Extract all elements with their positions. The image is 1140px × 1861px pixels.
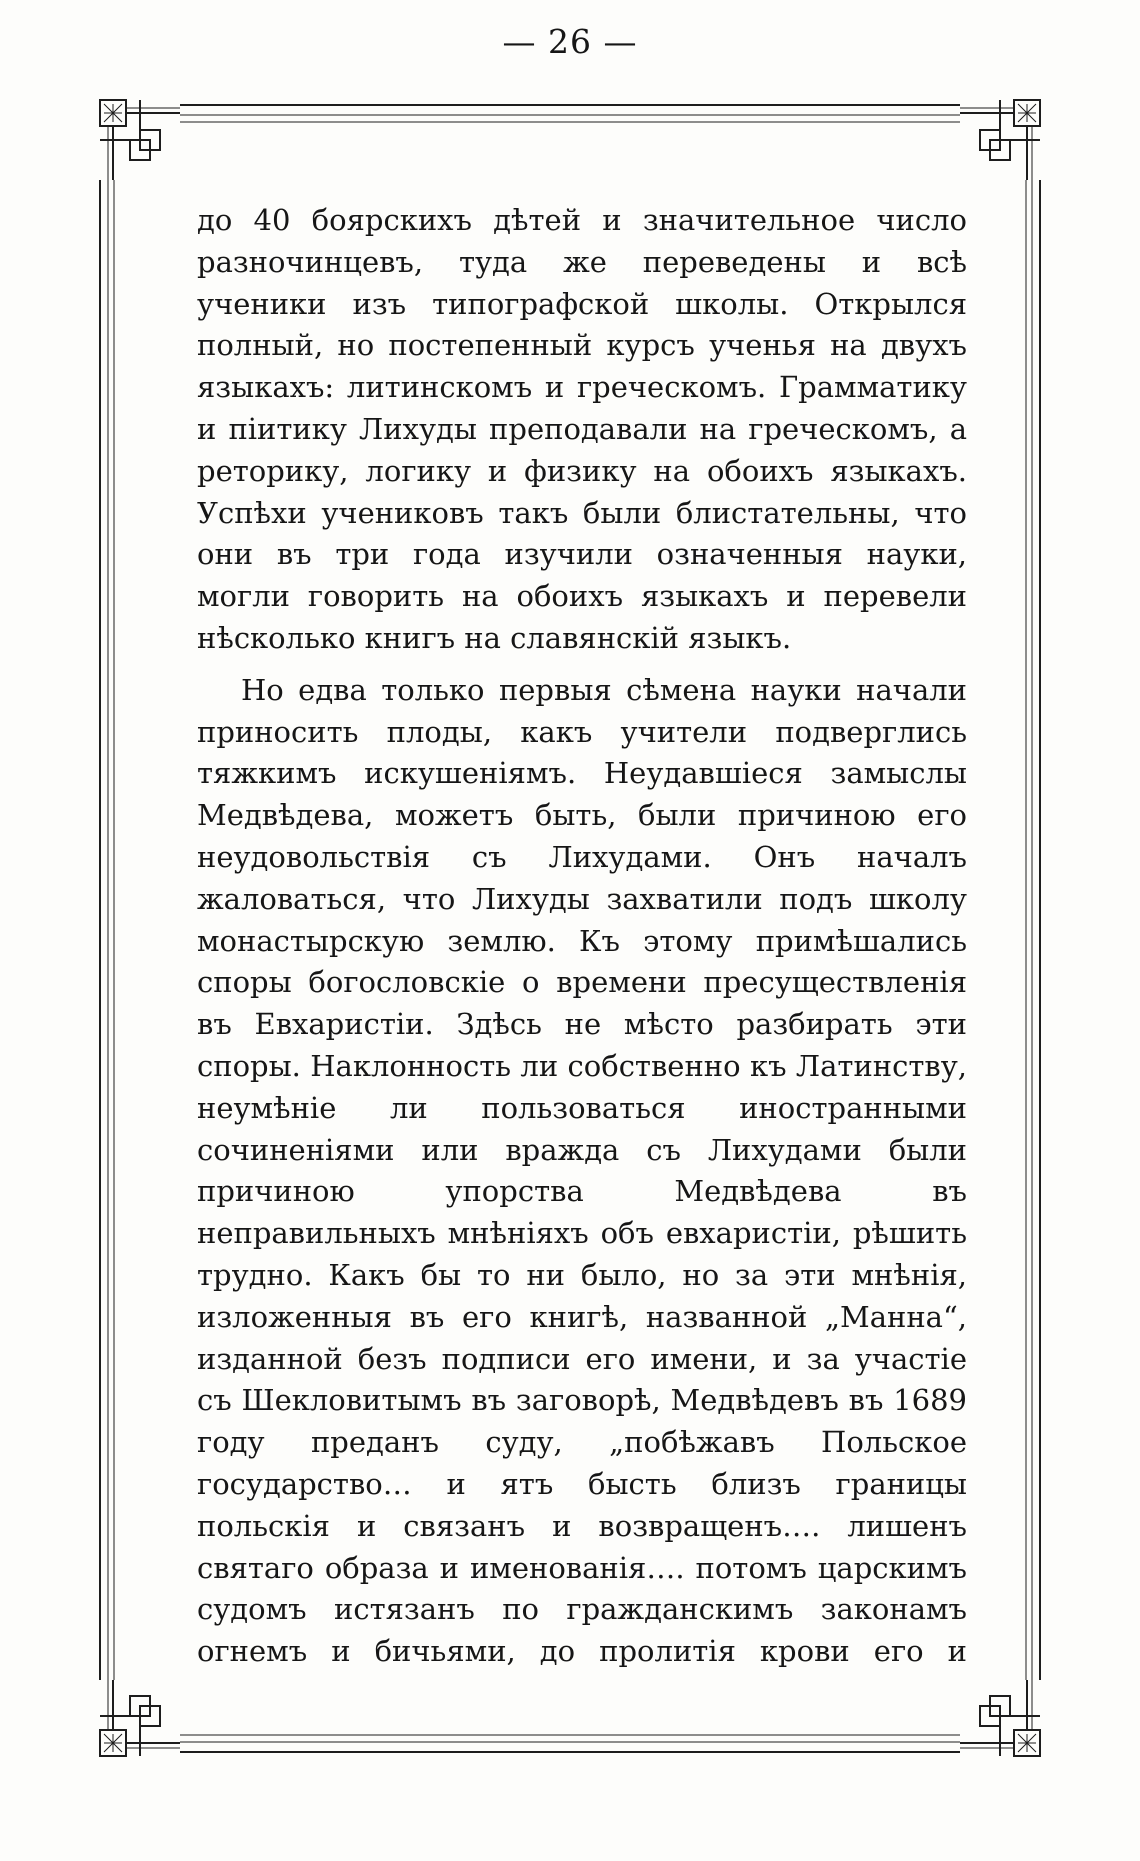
corner-ornament-bottom-left [100, 1680, 180, 1756]
body-text [197, 200, 967, 1673]
paragraph-2: Но едва только первыя сѣмена науки начали приносить плоды, какъ учители подверглись тяжкимъ искушенiямъ. Неудавшiеся замыслы Медвѣдева, можетъ быть, были причиною его неудовольствiя съ Лихудами. Онъ началъ жаловаться, что Лихуды захватили подъ школу монастырскую землю. Къ этому примѣшались споры богословскiе о времени пресуществленiя въ Евхаристiи. Здѣсь не мѣсто разбирать эти споры. Наклонность ли собственно къ Латинству, неумѣнiе ли пользоваться иностранными сочиненiями или вражда съ Лихудами были причиною упорства Медвѣдева въ неправильныхъ мнѣнiяхъ объ евхаристiи, рѣшить трудно. Какъ бы то ни было, но за эти мнѣнiя, изложенныя въ его книгѣ, названной „Манна“, изданной безъ подписи его имени, и за участiе съ Шекловитымъ въ заговорѣ, Медвѣдевъ въ 1689 году преданъ суду, „побѣжавъ Польское государство… и ятъ бысть близъ границы польскiя и связанъ и возвращенъ…. лишенъ святаго образа и именованiя…. потомъ царскимъ судомъ истязанъ по гражданскимъ законамъ огнемъ и бичьями, до пролитiя крови его и [197, 672, 967, 1669]
page-number: — 26 — [502, 22, 638, 61]
corner-ornament-bottom-right [960, 1680, 1040, 1756]
paragraph-1: до 40 боярскихъ дѣтей и значительное число разночинцевъ, туда же переведены и всѣ ученики изъ типографской школы. Открылся полный, но постепенный курсъ ученья на двухъ языкахъ: литинскомъ и греческомъ. Грамматику и пiитику Лихуды преподавали на греческомъ, а реторику, логику и физику на обоихъ языкахъ. Успѣхи учениковъ такъ были блистательны, что они въ три года изучили означенныя науки, могли говорить на обоихъ языкахъ и перевели нѣсколько книгъ на славянскiй языкъ. [197, 203, 967, 655]
corner-ornament-top-right [960, 100, 1040, 180]
corner-ornament-top-left [100, 100, 180, 180]
